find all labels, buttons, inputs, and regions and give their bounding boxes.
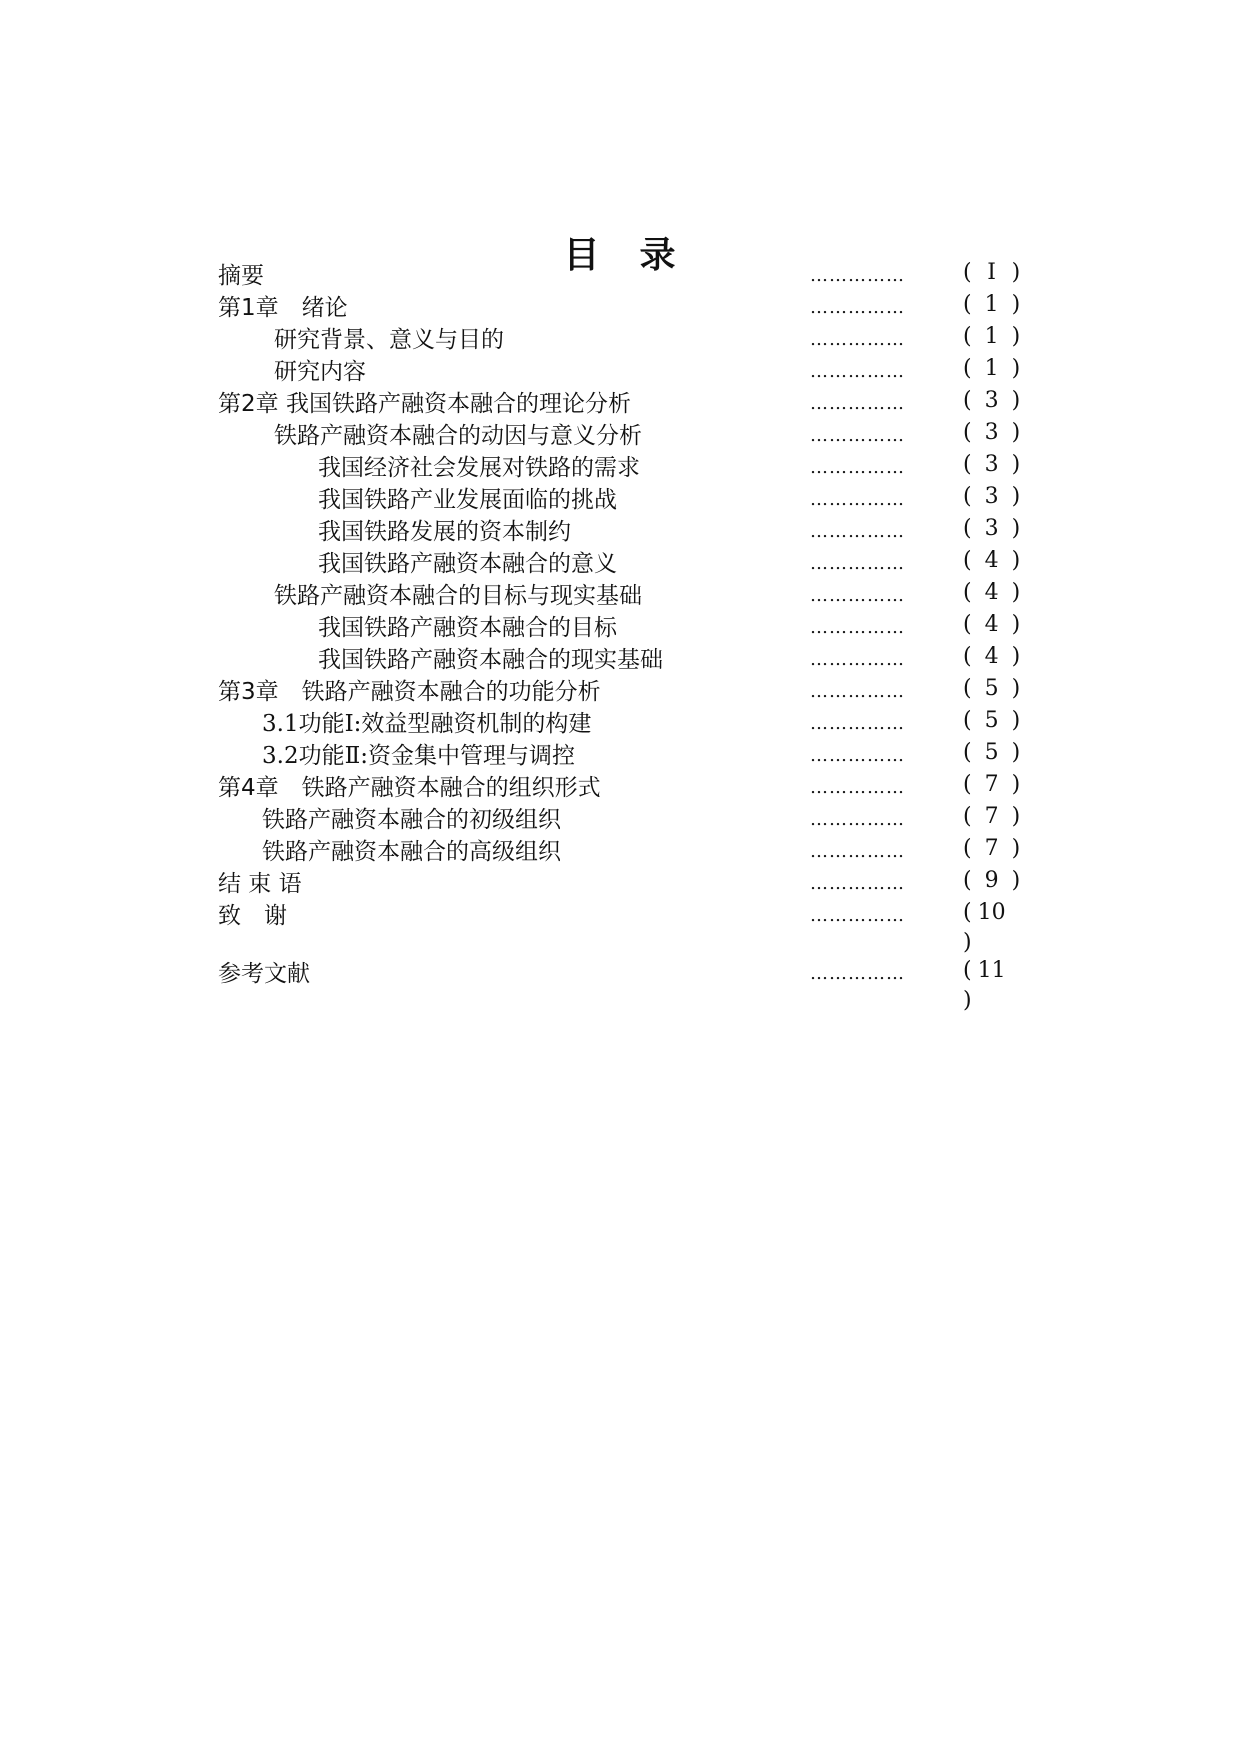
toc-entry-label: 结 束 语 <box>218 871 302 897</box>
toc-leader-dots: …………… <box>810 841 905 862</box>
toc-page-number: ( 3 ) <box>963 420 1021 445</box>
toc-entry-label: 我国铁路产融资本融合的意义 <box>318 551 617 577</box>
toc-leader-dots: …………… <box>810 425 905 446</box>
toc-leader-dots: …………… <box>810 553 905 574</box>
toc-page-number: ( 1 ) <box>963 324 1021 349</box>
toc-page-number: ( 1 ) <box>963 356 1021 381</box>
toc-leader-dots: …………… <box>810 809 905 830</box>
toc-leader-dots: …………… <box>810 393 905 414</box>
toc-leader-dots: …………… <box>810 649 905 670</box>
toc-page-number: ( 4 ) <box>963 644 1021 669</box>
toc-leader-dots: …………… <box>810 585 905 606</box>
toc-entry-label: 3.1功能Ⅰ:效益型融资机制的构建 <box>262 711 592 737</box>
toc-entry-acknowledgements[interactable] <box>0 898 1241 954</box>
toc-leader-dots: …………… <box>810 489 905 510</box>
toc-page-number: ( 3 ) <box>963 452 1021 477</box>
toc-page-number: ( 9 ) <box>963 868 1021 893</box>
toc-entry-label: 研究背景、意义与目的 <box>274 327 504 353</box>
toc-leader-dots: …………… <box>810 457 905 478</box>
toc-page-number: ( 11 ) <box>963 958 1006 1013</box>
toc-page-number: ( 5 ) <box>963 676 1021 701</box>
toc-entry-label: 铁路产融资本融合的动因与意义分析 <box>274 423 642 449</box>
toc-page-number: ( 5 ) <box>963 740 1021 765</box>
toc-page-number: ( 4 ) <box>963 580 1021 605</box>
toc-leader-dots: …………… <box>810 777 905 798</box>
toc-leader-dots: …………… <box>810 265 905 286</box>
toc-leader-dots: …………… <box>810 361 905 382</box>
toc-entry-label: 我国铁路产融资本融合的目标 <box>318 615 617 641</box>
toc-entry-label: 铁路产融资本融合的高级组织 <box>262 839 561 865</box>
toc-entry-label: 摘要 <box>218 263 264 289</box>
toc-leader-dots: …………… <box>810 905 905 926</box>
toc-entry-label: 致 谢 <box>218 903 287 929</box>
toc-leader-dots: …………… <box>810 713 905 734</box>
toc-entry-label: 我国经济社会发展对铁路的需求 <box>318 455 640 481</box>
toc-entry-label: 参考文献 <box>218 961 310 987</box>
page-title: 目 录 <box>563 235 678 276</box>
toc-page-number: ( 4 ) <box>963 548 1021 573</box>
toc-page-number: ( 7 ) <box>963 804 1021 829</box>
toc-page-number: ( 5 ) <box>963 708 1021 733</box>
toc-leader-dots: …………… <box>810 297 905 318</box>
toc-entry-label: 3.2功能Ⅱ:资金集中管理与调控 <box>262 743 575 769</box>
toc-entry-label: 铁路产融资本融合的初级组织 <box>262 807 561 833</box>
toc-page-number: ( 7 ) <box>963 836 1021 861</box>
toc-leader-dots: …………… <box>810 329 905 350</box>
toc-page-number: ( 3 ) <box>963 388 1021 413</box>
toc-entry-label: 第3章 铁路产融资本融合的功能分析 <box>218 679 601 705</box>
toc-leader-dots: …………… <box>810 873 905 894</box>
toc-page-number: ( 4 ) <box>963 612 1021 637</box>
toc-page-number: ( 3 ) <box>963 484 1021 509</box>
toc-entry-label: 我国铁路发展的资本制约 <box>318 519 571 545</box>
toc-leader-dots: …………… <box>810 745 905 766</box>
toc-entry-label: 铁路产融资本融合的目标与现实基础 <box>274 583 642 609</box>
toc-page-number: ( Ⅰ ) <box>963 260 1021 285</box>
toc-entry-label: 我国铁路产融资本融合的现实基础 <box>318 647 663 673</box>
toc-leader-dots: …………… <box>810 963 905 984</box>
toc-entry-references[interactable] <box>0 956 1241 1012</box>
toc-leader-dots: …………… <box>810 521 905 542</box>
toc-entry-label: 第2章 我国铁路产融资本融合的理论分析 <box>218 391 631 417</box>
toc-entry-label: 第4章 铁路产融资本融合的组织形式 <box>218 775 601 801</box>
toc-leader-dots: …………… <box>810 617 905 638</box>
toc-entry-label: 研究内容 <box>274 359 366 385</box>
toc-page-number: ( 10 ) <box>963 900 1006 955</box>
toc-page-number: ( 1 ) <box>963 292 1021 317</box>
toc-page-number: ( 7 ) <box>963 772 1021 797</box>
toc-entry-label: 第1章 绪论 <box>218 295 348 321</box>
toc-entry-label: 我国铁路产业发展面临的挑战 <box>318 487 617 513</box>
toc-page-number: ( 3 ) <box>963 516 1021 541</box>
toc-leader-dots: …………… <box>810 681 905 702</box>
